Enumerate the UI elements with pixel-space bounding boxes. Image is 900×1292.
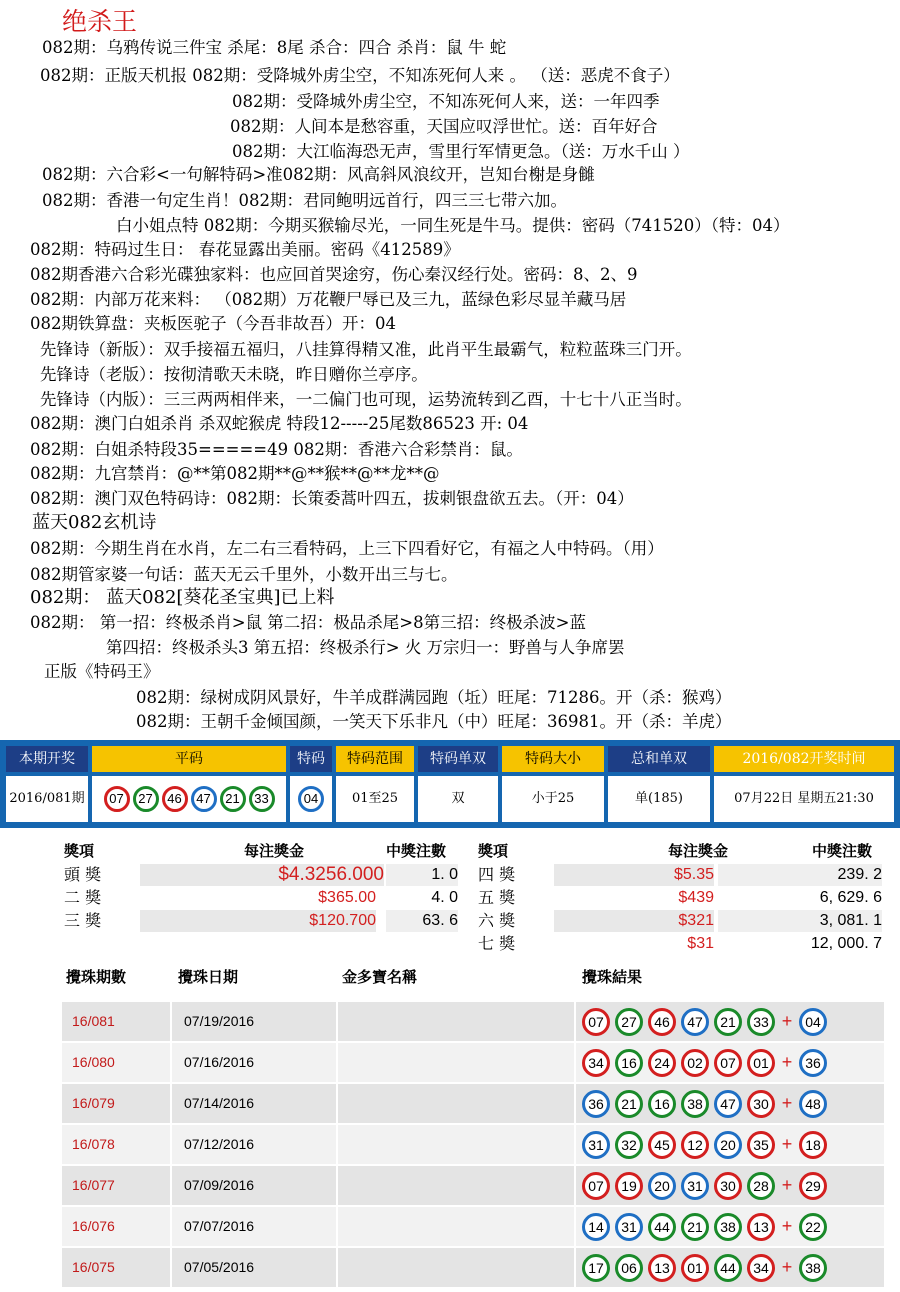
- plus-sign: +: [781, 1257, 793, 1277]
- history-period: 16/075: [62, 1248, 170, 1287]
- text-line: 082期： 第一招：终极杀肖>鼠 第二招：极品杀尾>8第三招：终极杀波>蓝: [30, 613, 586, 632]
- history-header-jackpot: 金多寶名稱: [342, 968, 418, 986]
- history-period: 16/080: [62, 1043, 170, 1082]
- lottery-ball: 04: [799, 1008, 827, 1036]
- prize-header-amount: 每注獎金: [668, 842, 729, 860]
- lottery-ball: 01: [681, 1254, 709, 1282]
- lottery-ball: 45: [648, 1131, 676, 1159]
- results-header: 特码大小: [502, 746, 604, 772]
- prize-name: 四 獎: [478, 865, 516, 884]
- lottery-ball: 27: [133, 786, 159, 812]
- prize-row: [64, 887, 460, 909]
- lottery-ball: 07: [104, 786, 130, 812]
- lottery-ball: 44: [648, 1213, 676, 1241]
- prize-header-name: 獎項: [64, 842, 95, 860]
- lottery-ball: 06: [615, 1254, 643, 1282]
- prize-row: [478, 864, 884, 886]
- results-size: 小于25: [502, 776, 604, 822]
- lottery-ball: 12: [681, 1131, 709, 1159]
- history-date: 07/09/2016: [172, 1166, 336, 1205]
- results-regular-balls: [92, 776, 286, 822]
- lottery-ball: 20: [714, 1131, 742, 1159]
- text-line: 082期：绿树成阴风景好，牛羊成群满园跑（坵）旺尾：71286。开（杀：猴鸡）: [136, 688, 732, 707]
- lottery-ball: 38: [799, 1254, 827, 1282]
- lottery-ball: 20: [648, 1172, 676, 1200]
- prize-amount: $365.00: [318, 889, 376, 906]
- lottery-ball: 13: [648, 1254, 676, 1282]
- text-line: 白小姐点特 082期：今期买猴输尽光，一同生死是牛马。提供：密码（741520）（特：04）: [116, 216, 790, 235]
- lottery-ball: 16: [648, 1090, 676, 1118]
- results-draw-time: 07月22日 星期五21:30: [714, 776, 894, 822]
- history-jackpot: [338, 1043, 574, 1082]
- results-header: 平码: [92, 746, 286, 772]
- lottery-ball: 31: [615, 1213, 643, 1241]
- results-header: 特码范围: [336, 746, 414, 772]
- history-date: 07/07/2016: [172, 1207, 336, 1246]
- prize-count: 4. 0: [431, 889, 458, 906]
- lottery-ball: 21: [714, 1008, 742, 1036]
- history-date: 07/05/2016: [172, 1248, 336, 1287]
- lottery-ball: 35: [747, 1131, 775, 1159]
- text-line: 082期：特码过生日： 春花显露出美丽。密码《412589》: [30, 240, 460, 259]
- plus-sign: +: [781, 1175, 793, 1195]
- results-header: 特码: [290, 746, 332, 772]
- prize-name: 五 獎: [478, 888, 516, 907]
- history-result: [576, 1166, 884, 1205]
- history-date: 07/14/2016: [172, 1084, 336, 1123]
- prize-row: [478, 910, 884, 932]
- history-date: 07/19/2016: [172, 1002, 336, 1041]
- lottery-ball: 02: [681, 1049, 709, 1077]
- text-line: 082期：今期生肖在水肖，左二右三看特码，上三下四看好它，有福之人中特码。（用）: [30, 539, 664, 558]
- history-row: [62, 1207, 884, 1248]
- text-line: 正版《特码王》: [44, 662, 160, 681]
- text-line: 082期铁算盘：夹板医驼子（今吾非故吾）开：04: [30, 314, 396, 333]
- prize-amount: $5.35: [554, 864, 714, 886]
- lottery-ball: 44: [714, 1254, 742, 1282]
- prize-row: [64, 910, 460, 932]
- plus-sign: +: [781, 1052, 793, 1072]
- prize-count: 3, 081. 1: [718, 910, 882, 932]
- history-row: [62, 1166, 884, 1207]
- lottery-ball: 21: [615, 1090, 643, 1118]
- history-jackpot: [338, 1248, 574, 1287]
- history-result: [576, 1043, 884, 1082]
- lottery-ball: 14: [582, 1213, 610, 1241]
- text-line: 082期： 蓝天082[葵花圣宝典]已上料: [30, 587, 335, 608]
- plus-sign: +: [781, 1134, 793, 1154]
- text-line: 082期香港六合彩光碟独家料：也应回首哭途穷，伤心秦汉经行处。密码：8、2、9: [30, 265, 638, 284]
- lottery-ball: 46: [162, 786, 188, 812]
- results-range: 01至25: [336, 776, 414, 822]
- lottery-ball: 28: [747, 1172, 775, 1200]
- lottery-ball: 30: [714, 1172, 742, 1200]
- results-header: 2016/082开奖时间: [714, 746, 894, 772]
- lottery-ball: 47: [681, 1008, 709, 1036]
- lottery-ball: 31: [681, 1172, 709, 1200]
- text-line: 第四招：终极杀头3 第五招：终极杀行> 火 万宗归一：野兽与人争席罢: [106, 638, 625, 657]
- lottery-ball: 21: [220, 786, 246, 812]
- lottery-ball: 29: [799, 1172, 827, 1200]
- prize-name: 三 獎: [64, 911, 102, 930]
- prize-header-count: 中獎注數: [812, 842, 873, 860]
- text-line: 082期：受降城外虏尘空，不知冻死何人来，送：一年四季: [232, 92, 660, 111]
- plus-sign: +: [781, 1011, 793, 1031]
- history-row: [62, 1248, 884, 1289]
- text-line: 082期：六合彩<一句解特码>准082期：风高斜风浪纹开，岂知台榭是身雠: [42, 165, 595, 184]
- lottery-ball: 22: [799, 1213, 827, 1241]
- text-line: 蓝天082玄机诗: [32, 512, 157, 533]
- results-odd-even: 双: [418, 776, 498, 822]
- history-result: [576, 1002, 884, 1041]
- lottery-ball: 07: [582, 1172, 610, 1200]
- results-special-ball: [290, 776, 332, 822]
- prize-name: 二 獎: [64, 888, 102, 907]
- lottery-ball: 04: [298, 786, 324, 812]
- text-line: 082期：大江临海恐无声，雪里行军情更急。（送：万水千山 ）: [232, 142, 690, 161]
- prize-count: 12, 000. 7: [810, 935, 882, 952]
- prize-amount: $4.3256.000: [140, 864, 384, 886]
- history-result: [576, 1125, 884, 1164]
- lottery-ball: 07: [582, 1008, 610, 1036]
- text-line: 先锋诗（内版）：三三两两相伴来，一二偏门也可现，运势流转到乙酉，十七十八正当时。: [40, 390, 692, 409]
- history-period: 16/076: [62, 1207, 170, 1246]
- page-title: 绝杀王: [62, 7, 138, 36]
- prize-name: 頭 獎: [64, 865, 102, 884]
- history-row: [62, 1002, 884, 1043]
- lottery-ball: 30: [747, 1090, 775, 1118]
- lottery-ball: 32: [615, 1131, 643, 1159]
- history-date: 07/16/2016: [172, 1043, 336, 1082]
- text-line: 082期：正版天机报 082期：受降城外虏尘空，不知冻死何人来 。 （送：恶虎不食子）: [40, 66, 680, 85]
- prize-row: [478, 933, 884, 955]
- lottery-ball: 47: [714, 1090, 742, 1118]
- prize-count: 1. 0: [386, 864, 458, 886]
- results-period: 2016/081期: [6, 776, 88, 822]
- lottery-ball: 34: [582, 1049, 610, 1077]
- lottery-ball: 36: [799, 1049, 827, 1077]
- history-row: [62, 1043, 884, 1084]
- text-line: 082期：王朝千金倾国颜，一笑天下乐非凡（中）旺尾：36981。开（杀：羊虎）: [136, 712, 732, 731]
- lottery-ball: 31: [582, 1131, 610, 1159]
- prize-amount: $120.700: [140, 910, 376, 932]
- lottery-ball: 34: [747, 1254, 775, 1282]
- text-line: 082期：乌鸦传说三件宝 杀尾：8尾 杀合：四合 杀肖：鼠 牛 蛇: [42, 38, 507, 57]
- history-jackpot: [338, 1207, 574, 1246]
- lottery-ball: 07: [714, 1049, 742, 1077]
- history-period: 16/078: [62, 1125, 170, 1164]
- history-period: 16/077: [62, 1166, 170, 1205]
- lottery-ball: 33: [747, 1008, 775, 1036]
- prize-row: [64, 864, 460, 886]
- plus-sign: +: [781, 1216, 793, 1236]
- history-jackpot: [338, 1125, 574, 1164]
- prize-amount: $31: [687, 935, 714, 952]
- history-result: [576, 1084, 884, 1123]
- history-result: [576, 1207, 884, 1246]
- lottery-ball: 21: [681, 1213, 709, 1241]
- history-header-date: 攪珠日期: [178, 968, 239, 986]
- prize-count: 63. 6: [386, 910, 458, 932]
- results-header: 本期开奖: [6, 746, 88, 772]
- history-jackpot: [338, 1002, 574, 1041]
- history-row: [62, 1125, 884, 1166]
- plus-sign: +: [781, 1093, 793, 1113]
- text-line: 082期：人间本是愁容重，天国应叹浮世忙。送：百年好合: [230, 117, 658, 136]
- lottery-ball: 46: [648, 1008, 676, 1036]
- text-line: 082期：九宫禁肖：@**第082期**@**猴**@**龙**@: [30, 464, 440, 483]
- lottery-ball: 24: [648, 1049, 676, 1077]
- text-line: 先锋诗（新版）：双手接福五福归，八挂算得精又准，此肖平生最霸气，粒粒蓝珠三门开。: [40, 340, 692, 359]
- text-line: 082期：澳门双色特码诗：082期：长策委蒿叶四五，拔刺银盘欲五去。（开：04）: [30, 489, 634, 508]
- prize-count: 6, 629. 6: [819, 889, 882, 906]
- prize-header-amount: 每注獎金: [244, 842, 305, 860]
- lottery-ball: 17: [582, 1254, 610, 1282]
- history-row: [62, 1084, 884, 1125]
- lottery-ball: 16: [615, 1049, 643, 1077]
- prize-name: 六 獎: [478, 911, 516, 930]
- results-table: [0, 740, 900, 828]
- text-line: 先锋诗（老版）：按彻清歌天未晓，昨日赠你兰亭序。: [40, 365, 428, 384]
- text-line: 082期管家婆一句话：蓝天无云千里外，小数开出三与七。: [30, 565, 458, 584]
- prize-row: [478, 887, 884, 909]
- text-line: 082期：澳门白姐杀肖 杀双蛇猴虎 特段12-----25尾数86523 开: 04: [30, 414, 529, 433]
- prize-name: 七 獎: [478, 934, 516, 953]
- lottery-ball: 01: [747, 1049, 775, 1077]
- lottery-ball: 38: [714, 1213, 742, 1241]
- lottery-ball: 47: [191, 786, 217, 812]
- results-header: 特码单双: [418, 746, 498, 772]
- results-header: 总和单双: [608, 746, 710, 772]
- lottery-ball: 36: [582, 1090, 610, 1118]
- lottery-ball: 19: [615, 1172, 643, 1200]
- results-sum-odd-even: 单(185): [608, 776, 710, 822]
- lottery-ball: 38: [681, 1090, 709, 1118]
- history-header-result: 攪珠結果: [582, 968, 643, 986]
- text-line: 082期：白姐杀特段35=====49 082期：香港六合彩禁肖：鼠。: [30, 440, 523, 459]
- history-result: [576, 1248, 884, 1287]
- lottery-ball: 13: [747, 1213, 775, 1241]
- lottery-ball: 48: [799, 1090, 827, 1118]
- text-line: 082期：香港一句定生肖！082期：君同鲍明远首行，四三三七带六加。: [42, 191, 567, 210]
- lottery-ball: 33: [249, 786, 275, 812]
- prize-count: 239. 2: [718, 864, 882, 886]
- prize-header-count: 中獎注數: [386, 842, 447, 860]
- prize-amount: $321: [554, 910, 714, 932]
- prize-header-name: 獎項: [478, 842, 509, 860]
- lottery-ball: 27: [615, 1008, 643, 1036]
- prize-amount: $439: [678, 889, 714, 906]
- history-period: 16/081: [62, 1002, 170, 1041]
- history-jackpot: [338, 1084, 574, 1123]
- lottery-ball: 18: [799, 1131, 827, 1159]
- history-jackpot: [338, 1166, 574, 1205]
- history-date: 07/12/2016: [172, 1125, 336, 1164]
- history-period: 16/079: [62, 1084, 170, 1123]
- text-line: 082期：内部万花来料： （082期）万花鞭尸辱已及三九，蓝绿色彩尽显羊藏马居: [30, 290, 627, 309]
- history-header-period: 攪珠期數: [66, 968, 127, 986]
